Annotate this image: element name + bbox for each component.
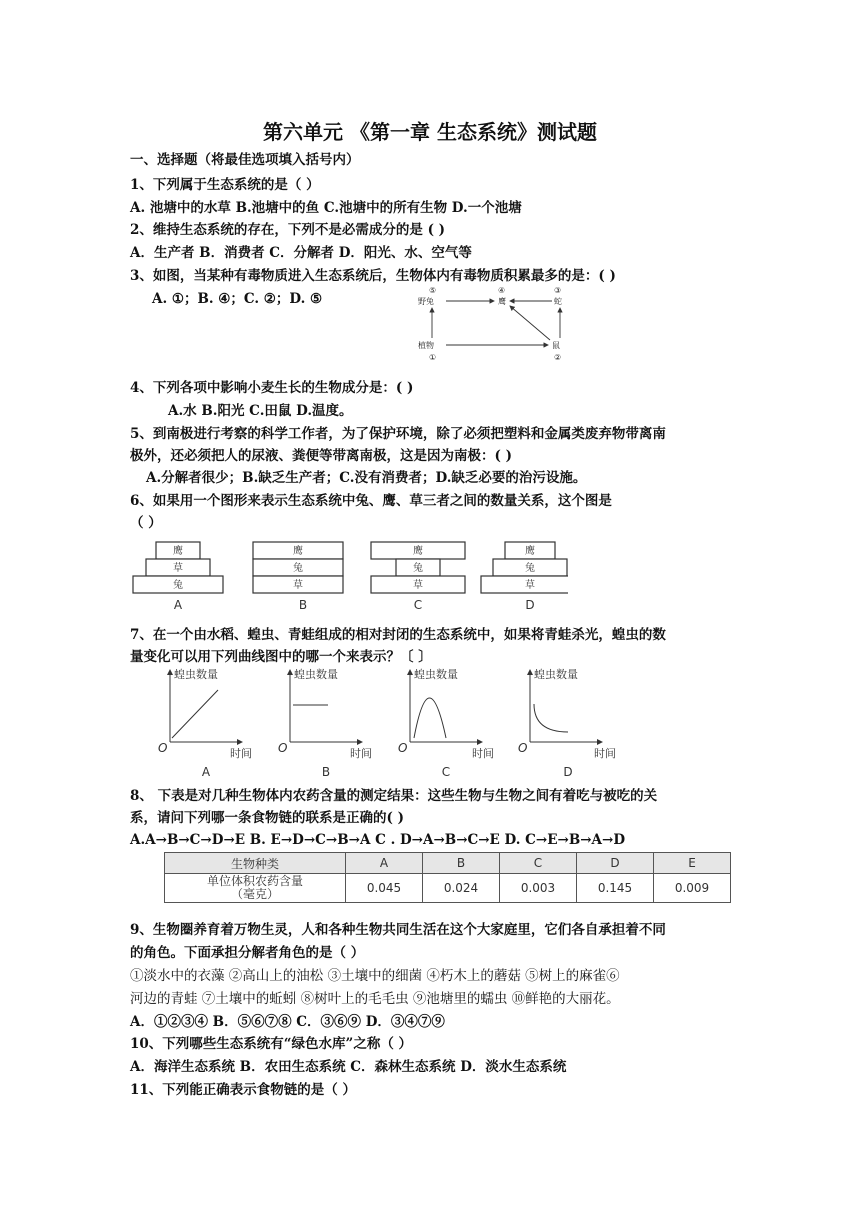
web-num-1: ① bbox=[429, 353, 437, 362]
table-val-b: 0.024 bbox=[423, 874, 500, 903]
pyr-a-bottom: 兔 bbox=[173, 580, 183, 591]
q3-options: A. ①；B. ④；C. ②；D. ⑤ bbox=[152, 291, 323, 307]
table-val-e: 0.009 bbox=[654, 874, 731, 903]
q2-stem: 2、维持生态系统的存在，下列不是必需成分的是 ( ) bbox=[130, 222, 446, 238]
table-col-a: A bbox=[346, 853, 423, 874]
q2-options: A．生产者 B．消费者 C．分解者 D．阳光、水、空气等 bbox=[130, 245, 472, 261]
q7-line2: 量变化可以用下列曲线图中的哪一个来表示？〔 〕 bbox=[130, 649, 432, 665]
graph-label-b: B bbox=[321, 765, 331, 779]
graph-b-ylabel: 蝗虫数量 bbox=[294, 668, 338, 681]
graph-a-xlabel: 时间 bbox=[230, 747, 252, 760]
pyr-c-mid: 兔 bbox=[413, 563, 423, 574]
web-eagle: 鹰 bbox=[498, 297, 506, 306]
food-web-diagram bbox=[410, 284, 580, 366]
graph-a-origin: O bbox=[158, 741, 168, 755]
table-header-content bbox=[165, 874, 346, 903]
section-heading: 一、选择题（将最佳选项填入括号内） bbox=[130, 152, 360, 168]
q8-line2: 系，请问下列哪一条食物链的联系是正确的( ) bbox=[130, 810, 404, 826]
q1-stem: 1、下列属于生态系统的是（ ） bbox=[130, 177, 320, 193]
pyr-c-bottom: 草 bbox=[413, 580, 423, 591]
web-plant: 植物 bbox=[418, 341, 434, 350]
pyr-b-top: 鹰 bbox=[293, 546, 303, 557]
graph-d-ylabel: 蝗虫数量 bbox=[534, 668, 578, 681]
web-num-4: ④ bbox=[498, 286, 506, 295]
pyr-d-top: 鹰 bbox=[525, 546, 535, 557]
table-header-content-l2: （毫克） bbox=[230, 887, 279, 901]
q7-line1: 7、在一个由水稻、蝗虫、青蛙组成的相对封闭的生态系统中，如果将青蛙杀光，蝗虫的数 bbox=[130, 627, 666, 643]
web-num-5: ⑤ bbox=[429, 286, 437, 295]
graph-d-origin: O bbox=[518, 741, 528, 755]
pyr-b-mid: 兔 bbox=[293, 563, 303, 574]
pyramid-diagrams bbox=[128, 538, 568, 616]
pyr-c-top: 鹰 bbox=[413, 546, 423, 557]
q10-options: A．海洋生态系统 B．农田生态系统 C．森林生态系统 D．淡水生态系统 bbox=[130, 1059, 567, 1075]
table-val-d: 0.145 bbox=[577, 874, 654, 903]
q4-stem: 4、下列各项中影响小麦生长的生物成分是：( ) bbox=[130, 380, 414, 396]
web-snake: 蛇 bbox=[554, 297, 562, 306]
curve-graphs bbox=[150, 664, 630, 780]
graph-a-ylabel: 蝗虫数量 bbox=[174, 668, 218, 681]
pyr-label-c: C bbox=[413, 598, 423, 612]
pyr-a-top: 鹰 bbox=[173, 546, 183, 557]
q9-line4: 河边的青蛙 ⑦土壤中的蚯蚓 ⑧树叶上的毛毛虫 ⑨池塘里的蠕虫 ⑩鲜艳的大丽花。 bbox=[130, 991, 620, 1007]
pyr-label-a: A bbox=[173, 598, 183, 612]
pyr-a-mid: 草 bbox=[173, 563, 183, 574]
q8-line1: 8、 下表是对几种生物体内农药含量的测定结果：这些生物与生物之间有着吃与被吃的关 bbox=[130, 788, 658, 804]
graph-d-xlabel: 时间 bbox=[594, 747, 616, 760]
pyr-label-d: D bbox=[525, 598, 535, 612]
pyr-d-mid: 兔 bbox=[525, 563, 535, 574]
q5-line1: 5、到南极进行考察的科学工作者，为了保护环境，除了必须把塑料和金属类废弃物带离南 bbox=[130, 426, 666, 442]
table-col-b: B bbox=[423, 853, 500, 874]
q1-options: A. 池塘中的水草 B.池塘中的鱼 C.池塘中的所有生物 D.一个池塘 bbox=[130, 200, 522, 216]
q8-options: A.A→B→C→D→E B. E→D→C→B→A C . D→A→B→C→E D. C→E→B→A→D bbox=[130, 832, 626, 848]
web-rabbit: 野兔 bbox=[418, 297, 434, 306]
q9-line1: 9、生物圈养育着万物生灵，人和各种生物共同生活在这个大家庭里，它们各自承担着不同 bbox=[130, 922, 666, 938]
web-mouse: 鼠 bbox=[552, 341, 560, 350]
q4-options: A.水 B.阳光 C.田鼠 D.温度。 bbox=[168, 403, 353, 419]
pyr-label-b: B bbox=[298, 598, 308, 612]
table-col-e: E bbox=[654, 853, 731, 874]
q6-line1: 6、如果用一个图形来表示生态系统中兔、鹰、草三者之间的数量关系，这个图是 bbox=[130, 493, 612, 509]
q5-options: A.分解者很少；B.缺乏生产者；C.没有消费者；D.缺乏必要的治污设施。 bbox=[146, 470, 587, 486]
pyr-d-bottom: 草 bbox=[525, 580, 535, 591]
page-title: 第六单元 《第一章 生态系统》测试题 bbox=[263, 120, 597, 144]
table-col-d: D bbox=[577, 853, 654, 874]
web-num-3: ③ bbox=[554, 286, 562, 295]
q11-stem: 11、下列能正确表示食物链的是（ ） bbox=[130, 1082, 356, 1098]
pyr-b-bottom: 草 bbox=[293, 580, 303, 591]
q9-line2: 的角色。下面承担分解者角色的是（ ） bbox=[130, 945, 365, 961]
table-val-c: 0.003 bbox=[500, 874, 577, 903]
q10-stem: 10、下列哪些生态系统有“绿色水库”之称（ ） bbox=[130, 1036, 413, 1052]
graph-label-d: D bbox=[563, 765, 573, 779]
q6-line2: （ ） bbox=[130, 515, 162, 531]
web-num-2: ② bbox=[554, 353, 562, 362]
q9-line3: ①淡水中的衣藻 ②高山上的油松 ③土壤中的细菌 ④朽木上的蘑菇 ⑤树上的麻雀⑥ bbox=[130, 968, 620, 984]
graph-c-ylabel: 蝗虫数量 bbox=[414, 668, 458, 681]
graph-c-origin: O bbox=[398, 741, 408, 755]
table-col-c: C bbox=[500, 853, 577, 874]
q5-line2: 极外，还必须把人的尿液、粪便等带离南极，这是因为南极：( ) bbox=[130, 448, 512, 464]
graph-c-xlabel: 时间 bbox=[472, 747, 494, 760]
q9-options: A．①②③④ B．⑤⑥⑦⑧ C．③⑥⑨ D．③④⑦⑨ bbox=[130, 1014, 445, 1030]
pesticide-table bbox=[164, 852, 731, 903]
graph-b-origin: O bbox=[278, 741, 288, 755]
table-header-species: 生物种类 bbox=[165, 853, 346, 874]
graph-label-c: C bbox=[441, 765, 451, 779]
graph-b-xlabel: 时间 bbox=[350, 747, 372, 760]
graph-label-a: A bbox=[201, 765, 211, 779]
table-val-a: 0.045 bbox=[346, 874, 423, 903]
table-header-content-l1: 单位体积农药含量 bbox=[206, 874, 303, 888]
q3-stem: 3、如图，当某种有毒物质进入生态系统后，生物体内有毒物质积累最多的是：( ) bbox=[130, 268, 616, 284]
